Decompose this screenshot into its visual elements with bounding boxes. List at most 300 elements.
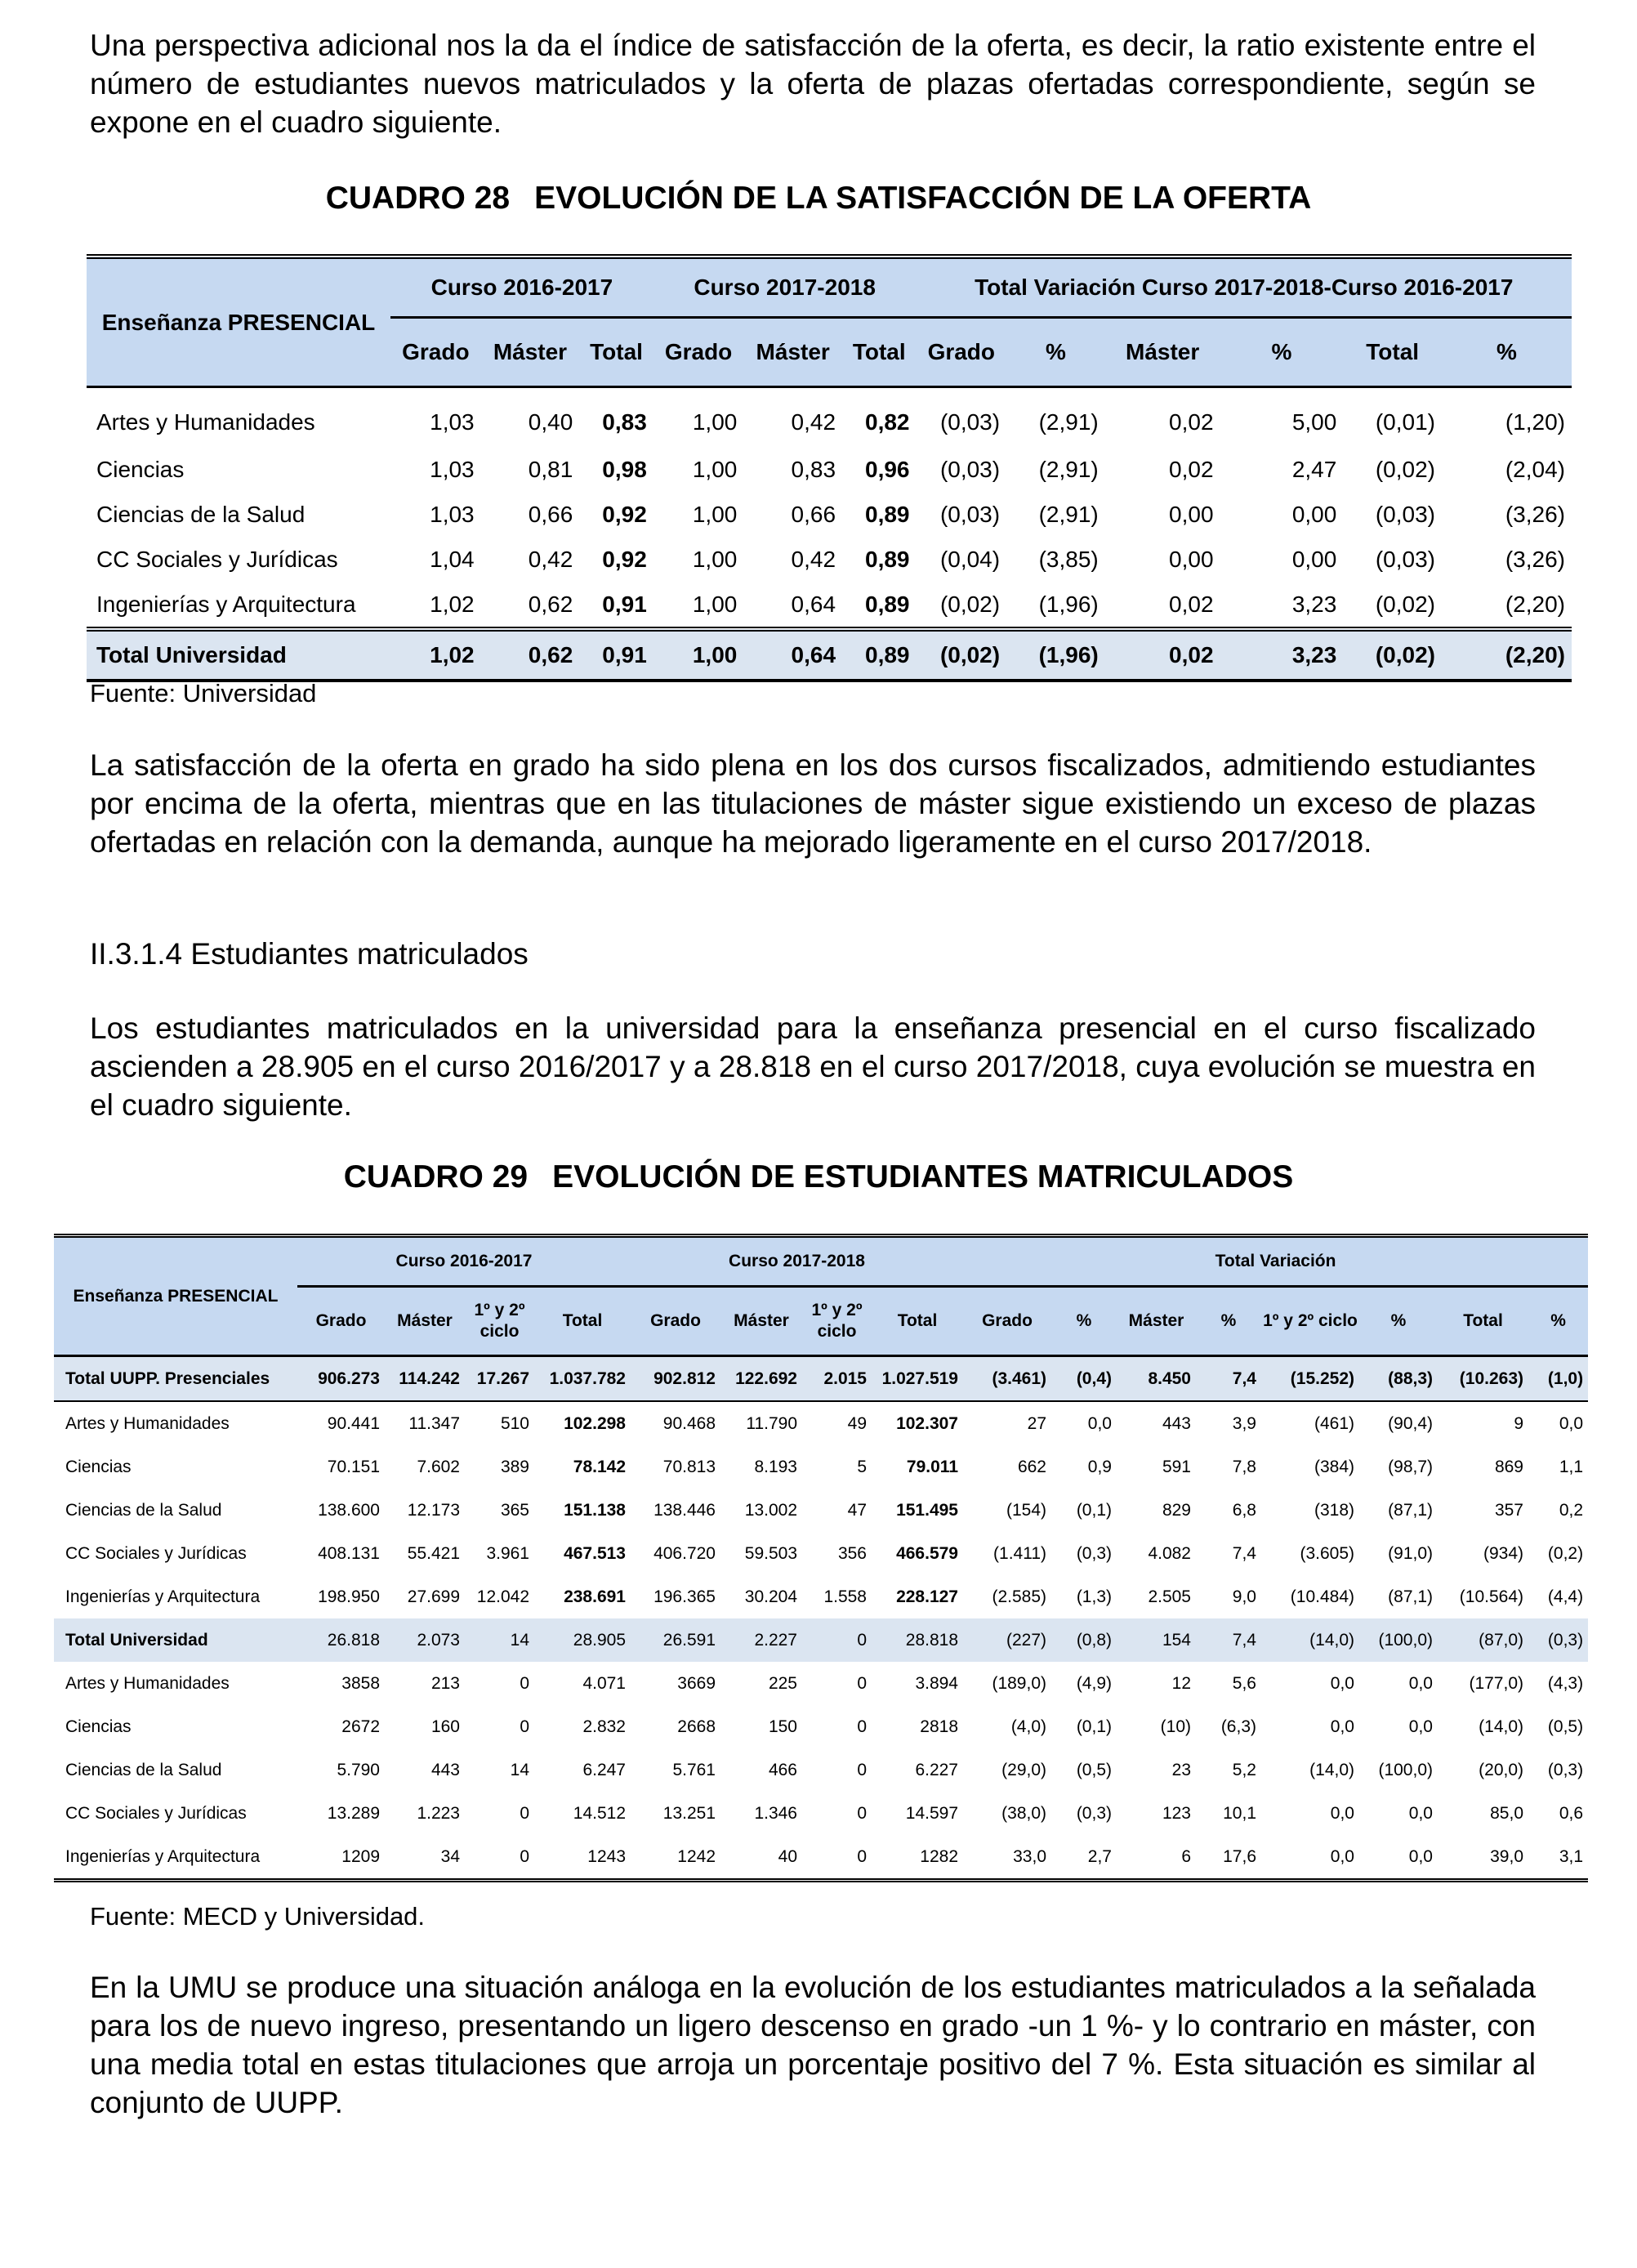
table28-cell: (2,91) [1038, 409, 1099, 435]
table28-total-cell: 0,02 [1105, 629, 1220, 681]
table28-caption [0, 180, 1637, 217]
table28-cell: 0,02 [1169, 409, 1214, 435]
table29-cell: (3.461) [963, 1356, 1051, 1402]
table29-cell: 0 [520, 1717, 529, 1736]
table28-total-cell: 0,62 [481, 629, 580, 681]
table29-cell: 0 [857, 1673, 867, 1693]
table29-cell: 85,0 [1490, 1803, 1523, 1823]
table28 [87, 254, 1572, 682]
table29-cell: 26.591 [631, 1618, 720, 1662]
table28-group-header: Curso 2016-2017 [390, 257, 653, 318]
table28-caption-number: CUADRO 28 [325, 181, 511, 216]
table28-row [87, 447, 1572, 492]
table29-cell: 7,4 [1196, 1356, 1261, 1402]
table29-cell: (87,1) [1388, 1587, 1433, 1606]
table29-cell: 4.071 [582, 1673, 626, 1693]
table29-cell: 869 [1494, 1457, 1523, 1476]
table29-cell: 3.894 [915, 1673, 958, 1693]
table29-cell: 356 [837, 1543, 867, 1563]
table29-cell: 27.699 [407, 1587, 460, 1606]
table28-cell: 0,64 [791, 591, 836, 617]
table29-row [54, 1401, 1588, 1445]
table29-row-label: CC Sociales y Jurídicas [65, 1543, 247, 1563]
table29-cell: 3669 [677, 1673, 716, 1693]
table29-cell: 0 [465, 1835, 534, 1881]
table28-cell: (1,96) [1038, 591, 1099, 617]
table29-cell: 123 [1162, 1803, 1191, 1823]
table29-cell: (0,1) [1076, 1717, 1112, 1736]
table29-cell: 14 [465, 1618, 534, 1662]
table29-cell: (14,0) [1309, 1760, 1354, 1779]
table29-cell: 0,0 [1359, 1835, 1438, 1881]
table29-cell: 906.273 [297, 1356, 385, 1402]
table29-cell: 6.227 [915, 1760, 958, 1779]
table29-cell: (154) [1006, 1500, 1046, 1520]
table29-cell: 34 [385, 1835, 465, 1881]
table28-source: Fuente: Universidad [90, 679, 317, 708]
table29-cell: 138.600 [318, 1500, 380, 1520]
table28-cell: 5,00 [1291, 409, 1337, 435]
table28-caption-title: EVOLUCIÓN DE LA SATISFACCIÓN DE LA OFERTA [534, 181, 1312, 216]
table29-cell: (934) [1483, 1543, 1523, 1563]
table29-cell: 2818 [920, 1717, 958, 1736]
table29-subheader: Grado [297, 1287, 385, 1356]
intro-paragraph: Una perspectiva adicional nos la da el índice de satisfacción de la oferta, es decir, la ratio existente entre el número de estudiantes nuevos matriculados y la oferta de plazas ofertadas correspondiente, según se expone en el cuadro siguiente. [90, 29, 1536, 139]
table29-cell: (3.605) [1300, 1543, 1354, 1563]
table28-cell: 0,42 [528, 546, 573, 572]
table29-cell: 8.450 [1117, 1356, 1196, 1402]
table28-cell: 0,00 [1169, 501, 1214, 527]
table28-total-label: Total Universidad [87, 629, 390, 681]
table29-group-header: Curso 2016-2017 [297, 1236, 631, 1287]
table29-cell: 1243 [534, 1835, 631, 1881]
table28-cell: 1,02 [430, 591, 475, 617]
table29-caption-number: CUADRO 29 [343, 1159, 529, 1194]
table29-cell: 11.347 [408, 1413, 460, 1433]
table28-total-cell: (2,20) [1442, 629, 1572, 681]
table29-cell: 12.173 [407, 1500, 460, 1520]
table28-cell: (3,26) [1505, 546, 1565, 572]
table29-cell: 365 [500, 1500, 529, 1520]
table29-cell: 1.223 [417, 1803, 460, 1823]
table28-cell: 0,89 [865, 501, 910, 527]
table28-cell: 0,42 [791, 409, 836, 435]
table29-cell: (0,1) [1076, 1500, 1112, 1520]
table29-cell: (0,8) [1051, 1618, 1117, 1662]
table29-cell: (10) [1160, 1717, 1191, 1736]
table29-cell: (0,3) [1547, 1760, 1584, 1779]
table29-cell: 4.082 [1148, 1543, 1191, 1563]
table29-cell: 228.127 [896, 1587, 958, 1606]
table29-cell: 102.307 [896, 1413, 958, 1433]
table29-cell: 13.002 [744, 1500, 797, 1520]
table29-cell: 13.289 [327, 1803, 380, 1823]
table29-subheader: 1º y 2º ciclo [802, 1287, 872, 1356]
table29-cell: 5.790 [337, 1760, 380, 1779]
table29-cell: 47 [847, 1500, 867, 1520]
table29 [54, 1234, 1588, 1882]
table29-cell: 1,1 [1559, 1457, 1584, 1476]
table28-row-label: Ciencias [96, 456, 185, 482]
table29-cell: 466.579 [896, 1543, 958, 1563]
table28-cell: (0,03) [939, 409, 1001, 435]
table28-cell: 1,00 [692, 409, 738, 435]
table29-cell: (10.263) [1438, 1356, 1528, 1402]
table29-subheader: % [1528, 1287, 1588, 1356]
table29-cell: 408.131 [318, 1543, 380, 1563]
table29-cell: 1242 [631, 1835, 720, 1881]
table29-cell: 26.818 [297, 1618, 385, 1662]
table28-cell: (0,03) [1375, 546, 1435, 572]
table29-cell: 7,4 [1232, 1543, 1256, 1563]
table29-cell: 389 [500, 1457, 529, 1476]
table29-cell: (10.564) [1459, 1587, 1523, 1606]
table29-cell: 466 [768, 1760, 797, 1779]
table29-cell: (384) [1314, 1457, 1354, 1476]
table28-cell: 0,92 [602, 546, 647, 572]
table29-cell: (4,4) [1547, 1587, 1584, 1606]
table29-cell: 198.950 [318, 1587, 380, 1606]
table29-cell: 238.691 [564, 1587, 626, 1606]
table29-cell: 17,6 [1196, 1835, 1261, 1881]
table29-cell: 467.513 [564, 1543, 626, 1563]
table28-row [87, 387, 1572, 448]
table28-cell: (0,02) [1375, 456, 1435, 482]
table29-cell: 151.495 [896, 1500, 958, 1520]
table29-cell: 12.042 [476, 1587, 529, 1606]
table29-cell: (189,0) [992, 1673, 1046, 1693]
table28-subheader: Máster [743, 318, 842, 387]
table29-cell: 59.503 [744, 1543, 797, 1563]
table29-cell: 0,0 [1559, 1413, 1584, 1433]
table29-cell: 2.832 [582, 1717, 626, 1736]
table29-cell: (0,3) [1076, 1803, 1112, 1823]
table29-cell: 33,0 [963, 1835, 1051, 1881]
table29-cell: 902.812 [631, 1356, 720, 1402]
table29-cell: 0,9 [1087, 1457, 1112, 1476]
table29-cell: 14 [510, 1760, 529, 1779]
table29-cell: 7,8 [1232, 1457, 1256, 1476]
table29-cell: 150 [768, 1717, 797, 1736]
table29-subheader: Grado [963, 1287, 1051, 1356]
table29-cell: 40 [720, 1835, 802, 1881]
table28-cell: 1,00 [692, 591, 738, 617]
table29-cell: 79.011 [906, 1457, 958, 1476]
table29-cell: 443 [1162, 1413, 1191, 1433]
table29-cell: 0 [802, 1835, 872, 1881]
table28-cell: 0,62 [528, 591, 573, 617]
table29-cell: (14,0) [1479, 1717, 1523, 1736]
table28-total-cell: 0,91 [579, 629, 653, 681]
table29-row [54, 1575, 1588, 1618]
table29-cell: 0 [857, 1803, 867, 1823]
table29-cell: 2.015 [802, 1356, 872, 1402]
table29-cell: 90.468 [662, 1413, 716, 1433]
table29-subheader: Máster [385, 1287, 465, 1356]
table29-subheader: 1º y 2º ciclo [1261, 1287, 1359, 1356]
table29-cell: 1.027.519 [872, 1356, 963, 1402]
table29-cell: 5 [857, 1457, 867, 1476]
table28-cell: 0,89 [865, 591, 910, 617]
table29-group-header: Total Variación [963, 1236, 1588, 1287]
paragraph-satisfaccion: La satisfacción de la oferta en grado ha sido plena en los dos cursos fiscalizados, admitiendo estudiantes por encima de la oferta, mientras que en las titulaciones de máster sigue existiendo un exceso de plazas ofertadas en relación con la demanda, aunque ha mejorado ligeramente en el curso 2017/2018. [90, 748, 1536, 859]
table29-cell: 1.037.782 [534, 1356, 631, 1402]
table29-subheader: Grado [631, 1287, 720, 1356]
table28-total-cell: 1,02 [390, 629, 481, 681]
table29-cell: 78.142 [573, 1457, 626, 1476]
table28-subheader: Total [579, 318, 653, 387]
table29-cell: (10.484) [1290, 1587, 1354, 1606]
table28-cell: (2,91) [1038, 456, 1099, 482]
table28-subheader: Grado [653, 318, 744, 387]
table29-cell: 0,0 [1408, 1803, 1433, 1823]
table29-row [54, 1662, 1588, 1705]
table28-cell: (0,03) [939, 501, 1001, 527]
table29-cell: 7.602 [417, 1457, 460, 1476]
table29-row-label: Artes y Humanidades [65, 1673, 230, 1693]
table29-cell: (20,0) [1479, 1760, 1523, 1779]
table29-group-header: Curso 2017-2018 [631, 1236, 963, 1287]
table29-cell: (461) [1314, 1413, 1354, 1433]
table28-row [87, 492, 1572, 537]
table29-row-label: CC Sociales y Jurídicas [65, 1803, 247, 1823]
table28-cell: 2,47 [1291, 456, 1337, 482]
table29-cell: 3.961 [486, 1543, 529, 1563]
table29-cell: 5.761 [672, 1760, 716, 1779]
table29-cell: 5,2 [1232, 1760, 1256, 1779]
table28-cell: 0,92 [602, 501, 647, 527]
table28-cell: 1,03 [430, 409, 475, 435]
table29-cell: (0,4) [1051, 1356, 1117, 1402]
table29-cell: 102.298 [564, 1413, 626, 1433]
table29-cell: (14,0) [1261, 1618, 1359, 1662]
table29-cell: 1209 [297, 1835, 385, 1881]
table29-row-label: Total Universidad [54, 1618, 297, 1662]
table29-row-label: Artes y Humanidades [65, 1413, 230, 1433]
table28-row-label: CC Sociales y Jurídicas [96, 546, 338, 572]
table28-cell: (3,26) [1505, 501, 1565, 527]
table29-cell: 2672 [341, 1717, 380, 1736]
table28-total-cell: (0,02) [917, 629, 1007, 681]
table29-cell: (87,1) [1388, 1500, 1433, 1520]
table29-cell: 2.073 [385, 1618, 465, 1662]
table28-subheader: Total [1343, 318, 1442, 387]
table29-cell: 2,7 [1051, 1835, 1117, 1881]
table29-cell: 0,0 [1330, 1803, 1354, 1823]
table29-cell: 2668 [677, 1717, 716, 1736]
table29-cell: 39,0 [1438, 1835, 1528, 1881]
table28-cell: 0,91 [602, 591, 647, 617]
table29-cell: 3,1 [1528, 1835, 1588, 1881]
table29-cell: 17.267 [465, 1356, 534, 1402]
table28-cell: 0,66 [528, 501, 573, 527]
table28-cell: (2,91) [1038, 501, 1099, 527]
table29-caption [0, 1159, 1637, 1196]
table29-cell: 14.597 [905, 1803, 958, 1823]
table29-cell: 0,0 [1330, 1717, 1354, 1736]
table29-cell: 213 [430, 1673, 460, 1693]
table29-cell: (1,3) [1076, 1587, 1112, 1606]
table29-subheader: 1º y 2º ciclo [465, 1287, 534, 1356]
table29-cell: 27 [1027, 1413, 1046, 1433]
table29-row-label: Ciencias [65, 1717, 132, 1736]
table29-cell: 14.512 [573, 1803, 626, 1823]
table29-cell: 1282 [872, 1835, 963, 1881]
table29-row-label: Ciencias [65, 1457, 132, 1476]
table29-cell: (100,0) [1378, 1760, 1433, 1779]
section-heading: II.3.1.4 Estudiantes matriculados [90, 937, 529, 971]
table28-group-header: Total Variación Curso 2017-2018-Curso 2016-2017 [917, 257, 1572, 318]
table28-subheader: Máster [481, 318, 580, 387]
table29-cell: 138.446 [653, 1500, 716, 1520]
table29-cell: 6.247 [582, 1760, 626, 1779]
table29-cell: (38,0) [1001, 1803, 1046, 1823]
table28-cell: (0,03) [1375, 501, 1435, 527]
table29-row [54, 1618, 1588, 1662]
table28-cell: (0,01) [1375, 409, 1435, 435]
table29-cell: (4,0) [1010, 1717, 1046, 1736]
table29-row [54, 1532, 1588, 1575]
table29-cell: 0,6 [1559, 1803, 1584, 1823]
table28-cell: 0,00 [1291, 501, 1337, 527]
table28-cell: 0,00 [1291, 546, 1337, 572]
table29-subheader: % [1051, 1287, 1117, 1356]
table29-cell: 10,1 [1223, 1803, 1256, 1823]
table28-cell: 1,00 [692, 456, 738, 482]
table28-total-cell: (0,02) [1343, 629, 1442, 681]
table29-row [54, 1356, 1588, 1402]
table29-cell: (1.411) [993, 1543, 1046, 1563]
table29-cell: 196.365 [653, 1587, 716, 1606]
table29-cell: 829 [1162, 1500, 1191, 1520]
table29-cell: 1.346 [754, 1803, 797, 1823]
table29-subheader: % [1196, 1287, 1261, 1356]
table29-cell: (100,0) [1359, 1618, 1438, 1662]
table28-cell: (3,85) [1038, 546, 1099, 572]
table28-subheader: Grado [390, 318, 481, 387]
table29-cell: 510 [500, 1413, 529, 1433]
table29-cell: 70.813 [662, 1457, 716, 1476]
table28-subheader: Máster [1105, 318, 1220, 387]
table29-row [54, 1792, 1588, 1835]
table28-cell: (0,02) [939, 591, 1001, 617]
table29-source: Fuente: MECD y Universidad. [90, 1902, 426, 1931]
table29-cell: (0,2) [1547, 1543, 1584, 1563]
table29-cell: 3858 [341, 1673, 380, 1693]
table28-corner-header: Enseñanza PRESENCIAL [87, 257, 390, 387]
table28-cell: (2,04) [1505, 456, 1565, 482]
table29-cell: (4,9) [1076, 1673, 1112, 1693]
table29-cell: 6,8 [1232, 1500, 1256, 1520]
table29-cell: (318) [1314, 1500, 1354, 1520]
table29-cell: 591 [1162, 1457, 1191, 1476]
table29-cell: 70.151 [327, 1457, 380, 1476]
table29-cell: (98,7) [1388, 1457, 1433, 1476]
table29-cell: (87,0) [1438, 1618, 1528, 1662]
table29-cell: 0,0 [1330, 1673, 1354, 1693]
table29-cell: (0,5) [1547, 1717, 1584, 1736]
table28-total-cell: 1,00 [653, 629, 744, 681]
table28-cell: 1,04 [430, 546, 475, 572]
table28-total-cell: (1,96) [1006, 629, 1105, 681]
table29-cell: 9 [1514, 1413, 1523, 1433]
table29-cell: 2.227 [720, 1618, 802, 1662]
table28-cell: (0,03) [939, 456, 1001, 482]
table29-cell: (88,3) [1359, 1356, 1438, 1402]
table28-subheader: Grado [917, 318, 1007, 387]
table28-subheader: Total [842, 318, 916, 387]
table29-subheader: Total [872, 1287, 963, 1356]
table29-row [54, 1489, 1588, 1532]
table29-cell: 3,9 [1232, 1413, 1256, 1433]
table28-cell: 1,03 [430, 456, 475, 482]
table28-cell: 1,00 [692, 546, 738, 572]
table29-cell: 5,6 [1232, 1673, 1256, 1693]
table28-cell: 3,23 [1291, 591, 1337, 617]
table29-cell: 0,0 [1087, 1413, 1112, 1433]
table28-row [87, 582, 1572, 629]
table29-cell: (90,4) [1388, 1413, 1433, 1433]
table29-cell: 49 [847, 1413, 867, 1433]
table28-row [87, 537, 1572, 582]
table29-cell: 12 [1171, 1673, 1191, 1693]
table29-cell: 0 [857, 1760, 867, 1779]
table29-cell: 357 [1494, 1500, 1523, 1520]
table29-subheader: % [1359, 1287, 1438, 1356]
table29-caption-title: EVOLUCIÓN DE ESTUDIANTES MATRICULADOS [552, 1159, 1294, 1194]
table28-cell: (0,04) [939, 546, 1001, 572]
table28-cell: 0,42 [791, 546, 836, 572]
table29-cell: (227) [963, 1618, 1051, 1662]
table28-cell: (0,02) [1375, 591, 1435, 617]
table29-cell: 0 [520, 1673, 529, 1693]
table28-row-label: Ciencias de la Salud [96, 501, 306, 527]
table28-row-label: Artes y Humanidades [96, 409, 315, 435]
table29-cell: 154 [1117, 1618, 1196, 1662]
table29-subheader: Total [534, 1287, 631, 1356]
table29-cell: 28.818 [872, 1618, 963, 1662]
table28-cell: 0,83 [791, 456, 836, 482]
table29-row [54, 1835, 1588, 1881]
table29-cell: 0,0 [1408, 1717, 1433, 1736]
table29-cell: (0,5) [1076, 1760, 1112, 1779]
table29-cell: 406.720 [653, 1543, 716, 1563]
table29-cell: 9,0 [1232, 1587, 1256, 1606]
table28-cell: 0,96 [865, 456, 910, 482]
table28-cell: 0,98 [602, 456, 647, 482]
table29-cell: (0,3) [1528, 1618, 1588, 1662]
table29-cell: 1.558 [823, 1587, 867, 1606]
table28-cell: 0,00 [1169, 546, 1214, 572]
table28-subheader: % [1006, 318, 1105, 387]
table28-group-header: Curso 2017-2018 [653, 257, 917, 318]
table29-cell: 7,4 [1196, 1618, 1261, 1662]
table28-row-label: Ingenierías y Arquitectura [96, 591, 356, 617]
table29-subheader: Máster [720, 1287, 802, 1356]
paragraph-umu: En la UMU se produce una situación análoga en la evolución de los estudiantes matriculados a la señalada para los de nuevo ingreso, presentando un ligero descenso en grado -un 1 %- y lo contrario en máster, con una media total en estas titulaciones que arroja un porcentaje positivo del 7 %. Esta situación es similar al conjunto de UUPP. [90, 1971, 1536, 2119]
table29-cell: 160 [430, 1717, 460, 1736]
table28-cell: 0,83 [602, 409, 647, 435]
table29-cell: (15.252) [1261, 1356, 1359, 1402]
table29-row [54, 1748, 1588, 1792]
table28-cell: 0,81 [528, 456, 573, 482]
table29-row-label: Ciencias de la Salud [65, 1760, 222, 1779]
table29-cell: 0,2 [1559, 1500, 1584, 1520]
table28-cell: (1,20) [1505, 409, 1565, 435]
table28-cell: 0,82 [865, 409, 910, 435]
table29-cell: 0 [520, 1803, 529, 1823]
table28-cell: 1,00 [692, 501, 738, 527]
